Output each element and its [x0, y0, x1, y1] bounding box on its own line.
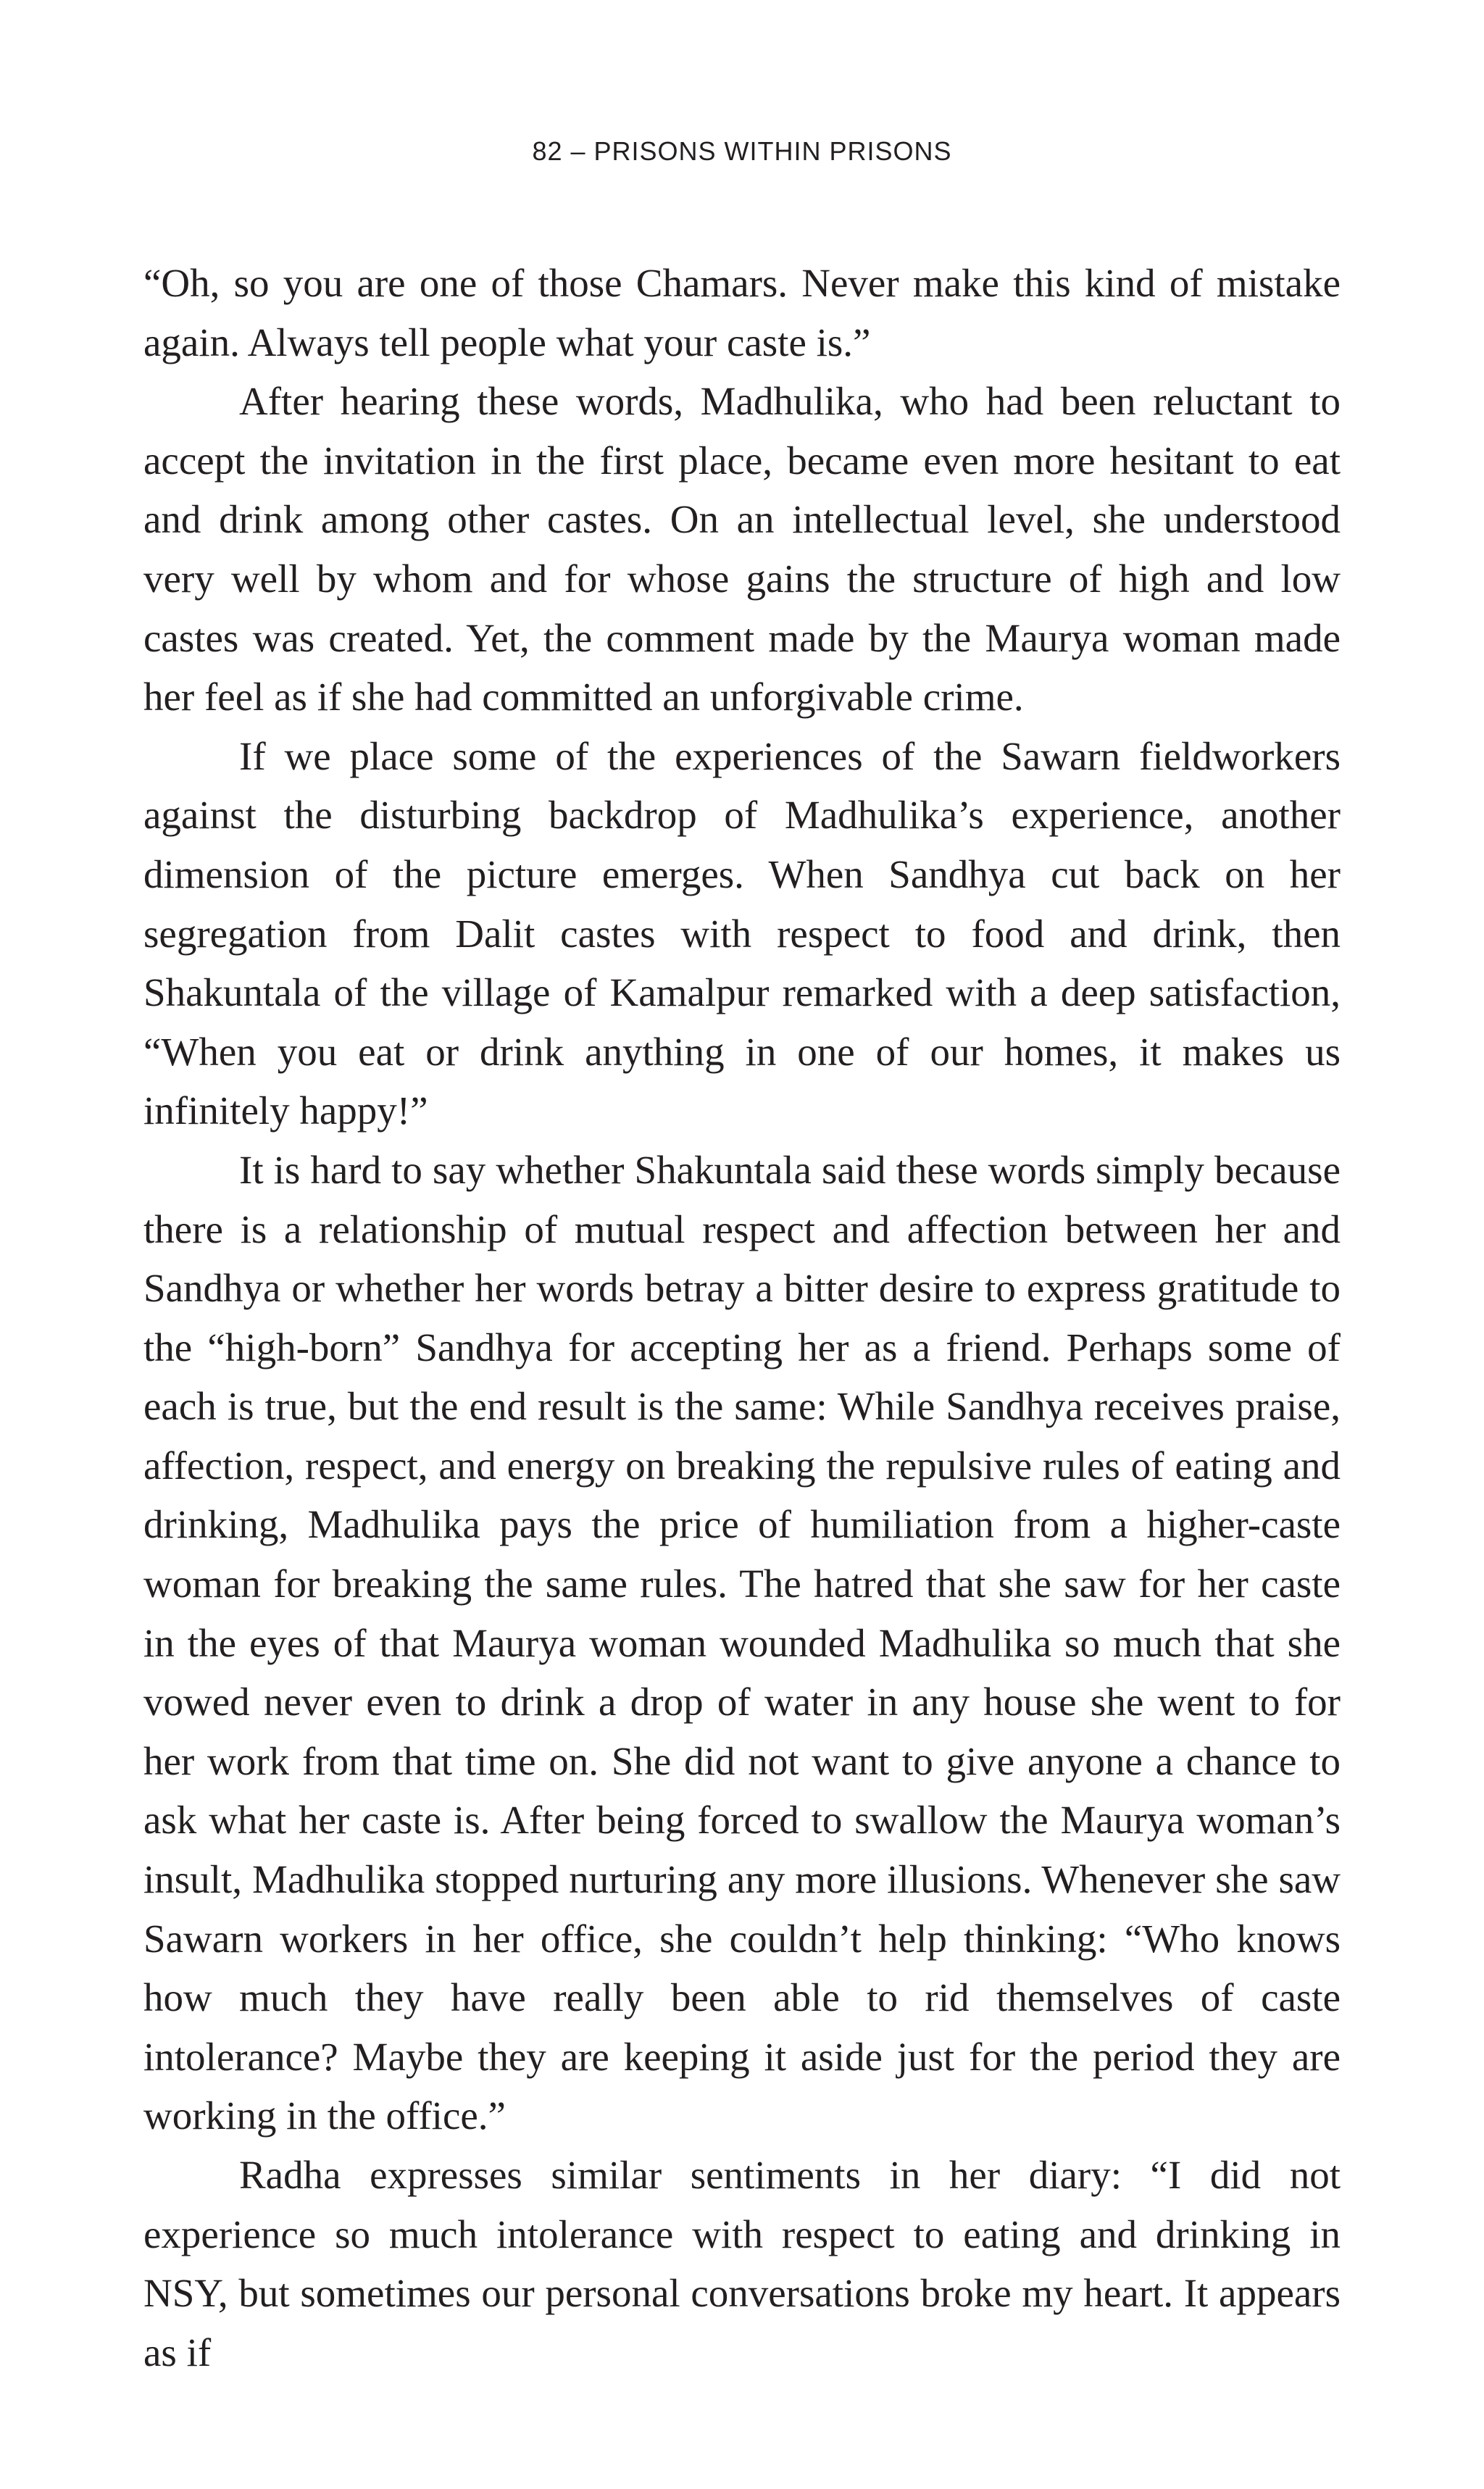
paragraph: “Oh, so you are one of those Chamars. Never make this kind of mistake again. Always tell people what your caste is.” [143, 261, 1341, 364]
running-head: 82 – PRISONS WITHIN PRISONS [532, 136, 952, 166]
body-text [143, 254, 1341, 2382]
paragraph: Radha expresses similar sentiments in her diary: “I did not experience so much intolerance with respect to eating and drinking in NSY, but sometimes our personal conversations broke my heart. It appears as if [143, 2153, 1341, 2375]
paragraph: After hearing these words, Madhulika, who had been reluctant to accept the invitation in the first place, became even more hesitant to eat and drink among other castes. On an intellectual level, she understood very well by whom and for whose gains the structure of high and low castes was created. Yet, the comment made by the Maurya woman made her feel as if she had committed an unforgivable crime. [143, 379, 1341, 720]
paragraph: If we place some of the experiences of the Sawarn fieldworkers against the disturbing backdrop of Madhulika’s experience, another dimension of the picture emerges. When Sandhya cut back on her segregation from Dalit castes with respect to food and drink, then Shakuntala of the village of Kamalpur remarked with a deep satisfaction, “When you eat or drink anything in one of our homes, it makes us infinitely happy!” [143, 733, 1341, 1133]
paragraph: It is hard to say whether Shakuntala said these words simply because there is a relationship of mutual respect and affection between her and Sandhya or whether her words betray a bitter desire to express gratitude to the “high-born” Sandhya for accepting her as a friend. Perhaps some of each is true, but the end result is the same: While Sandhya receives praise, affection, respect, and energy on breaking the repulsive rules of eating and drinking, Madhulika pays the price of humiliation from a higher-caste woman for breaking the same rules. The hatred that she saw for her caste in the eyes of that Maurya woman wounded Madhulika so much that she vowed never even to drink a drop of water in any house she went to for her work from that time on. She did not want to give anyone a chance to ask what her caste is. After being forced to swallow the Maurya woman’s insult, Madhulika stopped nurturing any more illusions. Whenever she saw Sawarn workers in her office, she couldn’t help thinking: “Who knows how much they have really been able to rid themselves of caste intolerance? Maybe they are keeping it aside just for the period they are working in the office.” [143, 1147, 1341, 2138]
